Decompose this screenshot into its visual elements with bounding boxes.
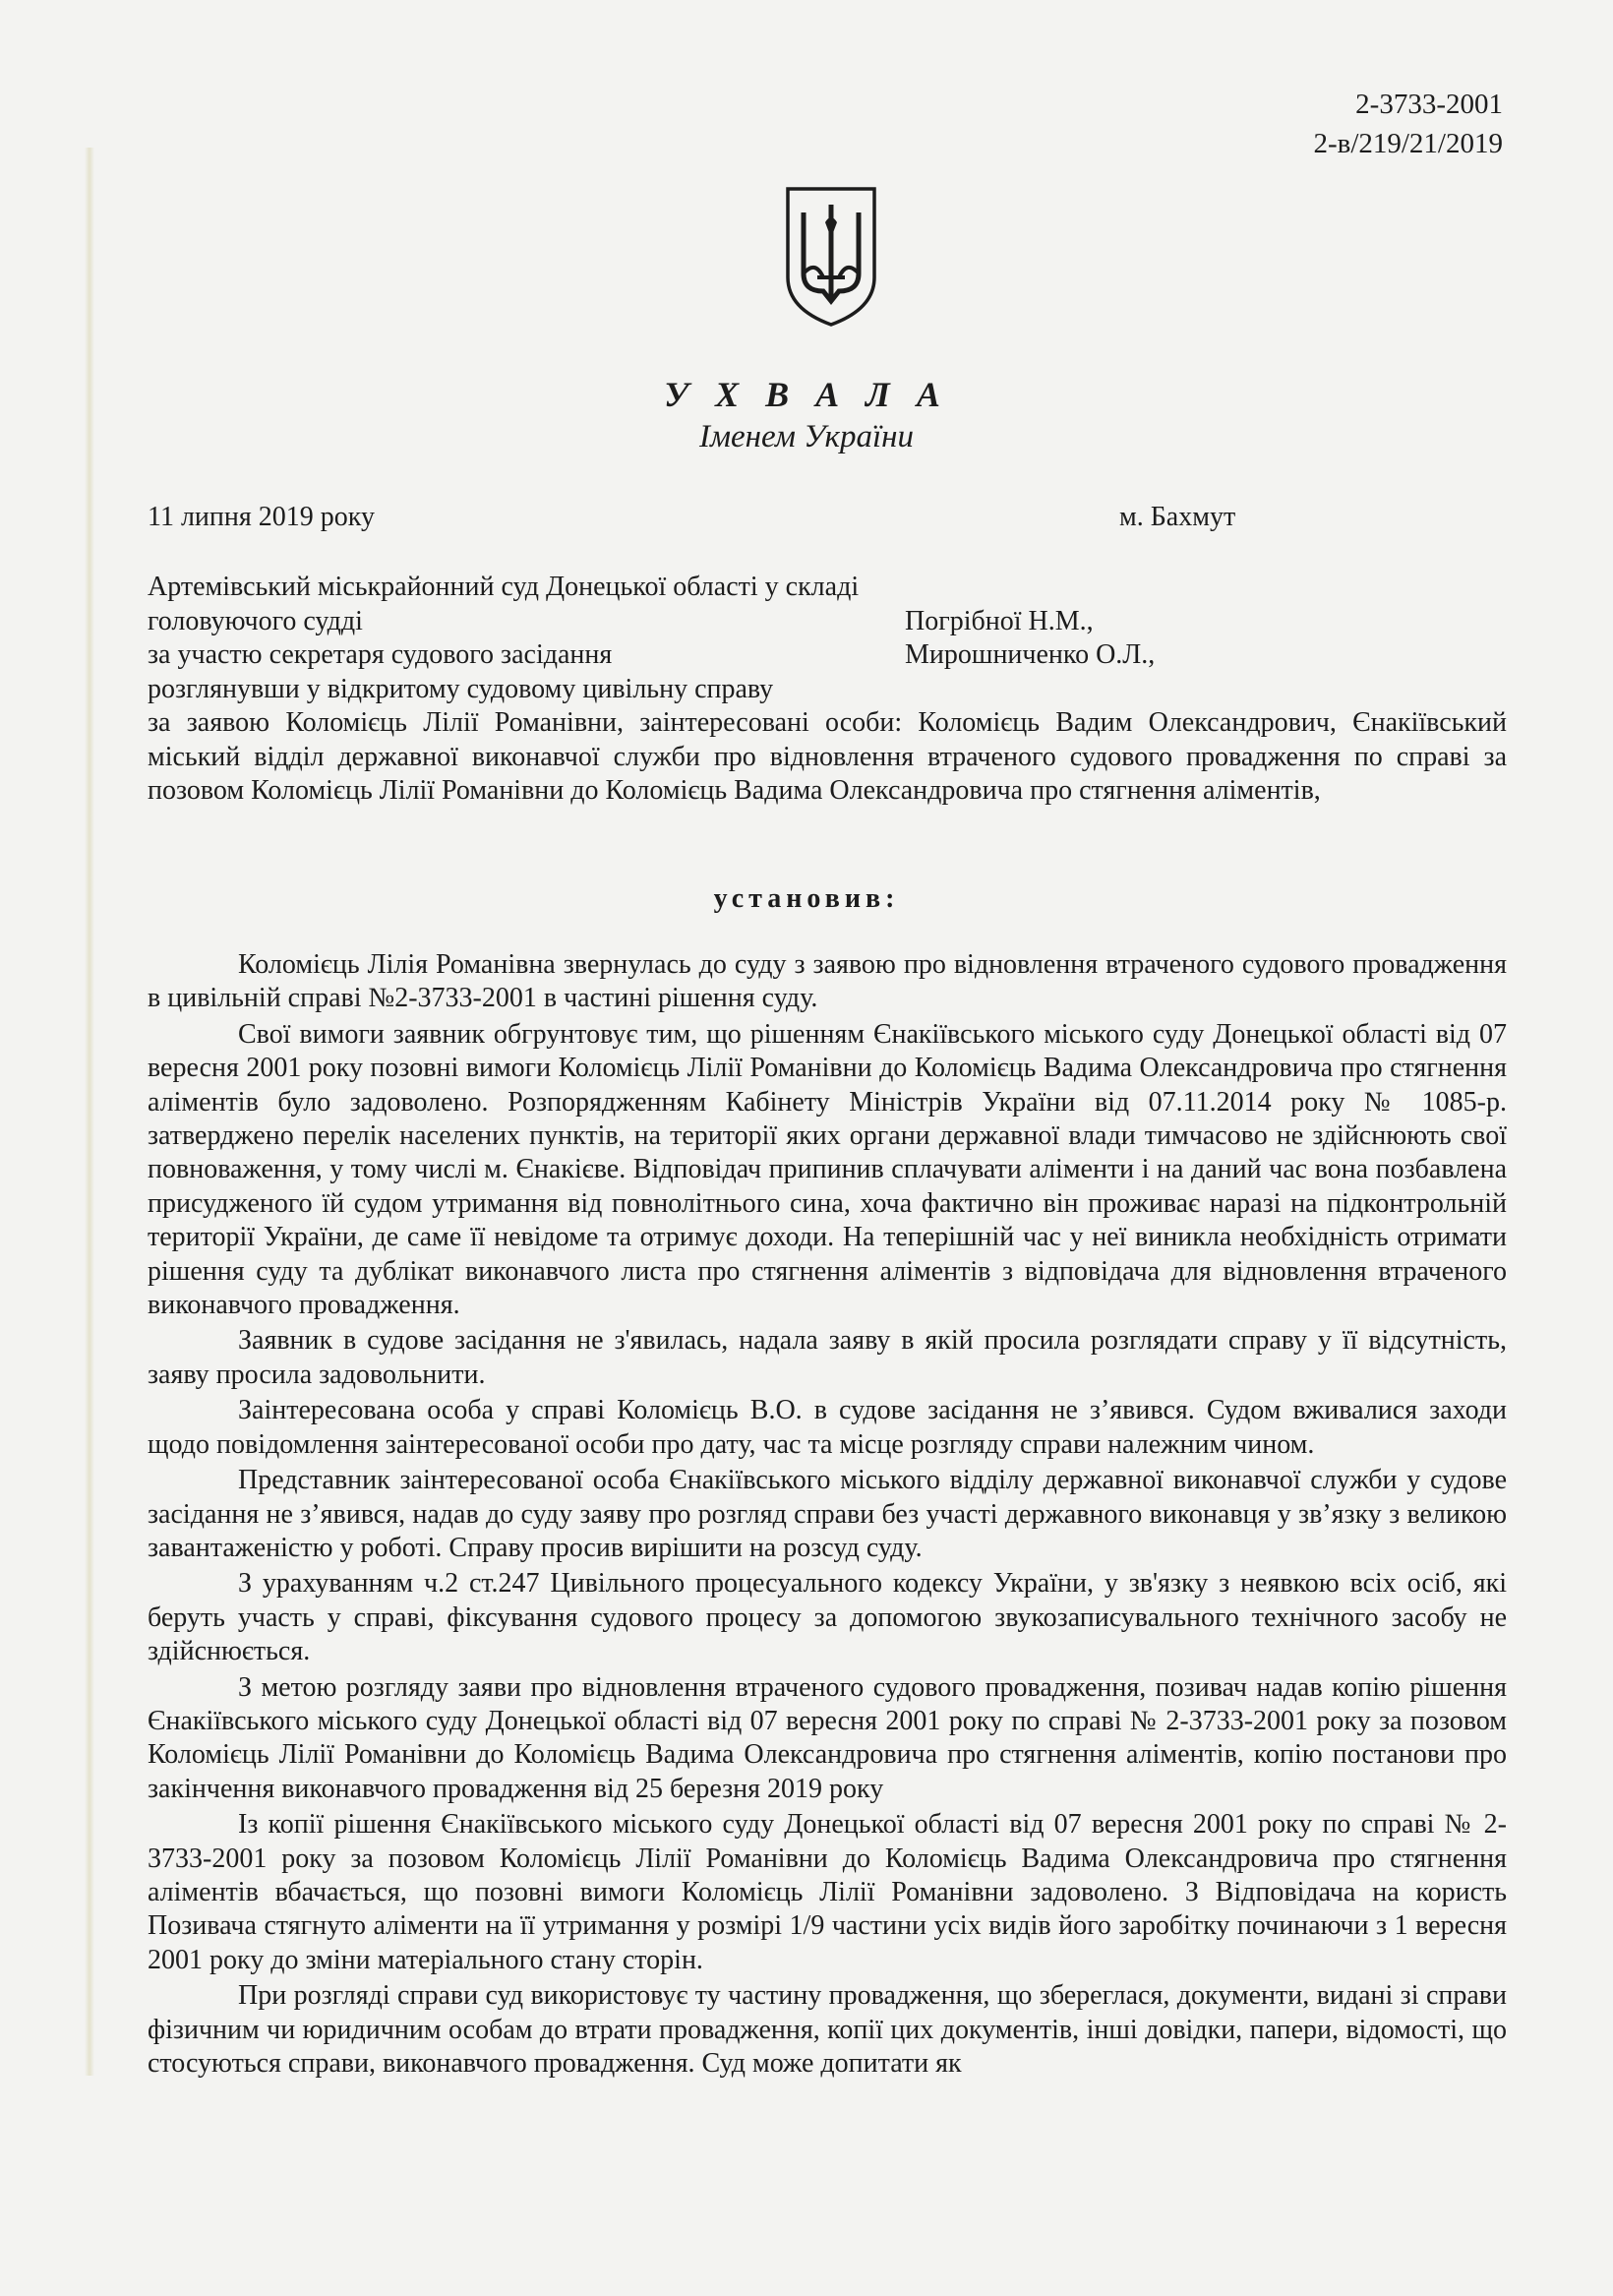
paragraph: Свої вимоги заявник обгрунтовує тим, що рішенням Єнакіївського міського суду Донецької області від 07 вересня 2001 року позовні вимоги Коломієць Лілії Романівни до Коломієць Вадима Олександровича про стягнення аліментів було задоволено. Розпорядженням Кабінету Міністрів України від 07.11.2014 року № 1085-р. затверджено перелік населених пунктів, на території яких органи державної влади тимчасово не здійснюють свої повноваження, у тому числі м. Єнакієве. Відповідач припинив сплачувати аліменти і на даний час вона позбавлена присудженого їй судом утримання від повнолітнього сина, хоча фактично він проживає наразі на підконтрольній території України, де саме її невідоме та отримує доходи. На теперішній час у неї виникла необхідність отримати рішення суду та дублікат виконавчого листа про стягнення аліментів з відповідача для відновлення втраченого виконавчого провадження. [148, 1018, 1507, 1321]
paragraph: Заінтересована особа у справі Коломієць В.О. в судове засідання не з’явився. Судом вживалися заходи щодо повідомлення заінтересованої особи про дату, час та місце розгляду справи належним чином. [148, 1395, 1507, 1460]
secretary-name: Мирошниченко О.Л., [905, 639, 1156, 670]
document-title: У Х В А Л А [664, 375, 949, 414]
judge-row [148, 605, 1507, 639]
paragraph: З метою розгляду заяви про відновлення втраченого судового провадження, позивач надав копію рішення Єнакіївського міського суду Донецької області від 07 вересня 2001 року по справі № 2-3733-2001 року за позовом Коломієць Лілії Романівни до Коломієць Вадима Олександровича про стягнення аліментів, копію постанови про закінчення виконавчого провадження від 25 березня 2019 року [148, 1671, 1507, 1804]
document-city: м. Бахмут [1119, 502, 1236, 532]
established-heading: установив: [713, 883, 900, 914]
document-subtitle: Іменем України [698, 419, 915, 454]
case-numbers [1313, 85, 1503, 163]
court-line: Артемівський міськрайонний суд Донецької області у складі [148, 572, 860, 602]
considered-line: розглянувши у відкритому судовому цивільну справу [148, 673, 774, 704]
secretary-row [148, 638, 1507, 673]
paragraph: Заявник в судове засідання не з'явилась, надала заяву в якій просила розглядати справу у її відсутність, заяву просила задовольнити. [148, 1325, 1507, 1390]
intro-block [148, 571, 1507, 809]
document-date: 11 липня 2019 року [148, 502, 375, 532]
judge-label: головуючого судді [148, 605, 363, 636]
paragraph: Із копії рішення Єнакіївського міського суду Донецької області від 07 вересня 2001 року по справі № 2-3733-2001 року за позовом Коломієць Лілії Романівни до Коломієць Вадима Олександровича про стягнення аліментів вбачається, що позовні вимоги Коломієць Лілії Романівни задоволено. З Відповідача на користь Позивача стягнуто аліменти на її утримання у розмірі 1/9 частини усіх видів його заробітку починаючи з 1 вересня 2001 року до зміни матеріального стану сторін. [148, 1809, 1507, 1975]
trident-coat-of-arms-icon [782, 183, 880, 329]
case-number-secondary: 2-в/219/21/2019 [1313, 128, 1503, 159]
application-text: за заявою Коломієць Лілії Романівни, заінтересовані особи: Коломієць Вадим Олександрович, Єнакіївський міський відділ державної виконавчої служби про відновлення втраченого судового провадження по справі за позовом Коломієць Лілії Романівни до Коломієць Вадима Олександровича про стягнення аліментів, [148, 707, 1507, 806]
secretary-label: за участю секретаря судового засідання [148, 639, 613, 670]
case-number-primary: 2-3733-2001 [1355, 89, 1503, 120]
judge-name: Погрібної Н.М., [905, 605, 1094, 636]
paragraph: Представник заінтересованої особа Єнакіївського міського відділу державної виконавчої служби у судове засідання не з’явився, надав до суду заяву про розгляд справи без участі державного виконавця у зв’язку з великою завантаженістю у роботі. Справу просив вирішити на розсуд суду. [148, 1465, 1507, 1563]
document-body [148, 948, 1507, 2083]
paragraph: Коломієць Лілія Романівна звернулась до суду з заявою про відновлення втраченого судового провадження в цивільній справі №2-3733-2001 в частині рішення суду. [148, 949, 1507, 1014]
paragraph: При розгляді справи суд використовує ту частину провадження, що збереглася, документи, видані зі справи фізичним чи юридичним особам до втрати провадження, копії цих документів, інші довідки, папери, відомості, що стосуються справи, виконавчого провадження. Суд може допитати як [148, 1980, 1507, 2079]
paragraph: З урахуванням ч.2 ст.247 Цивільного процесуального кодексу України, у зв'язку з неявкою всіх осіб, які беруть участь у справі, фіксування судового процесу за допомогою звукозаписувального технічного засобу не здійснюється. [148, 1568, 1507, 1667]
